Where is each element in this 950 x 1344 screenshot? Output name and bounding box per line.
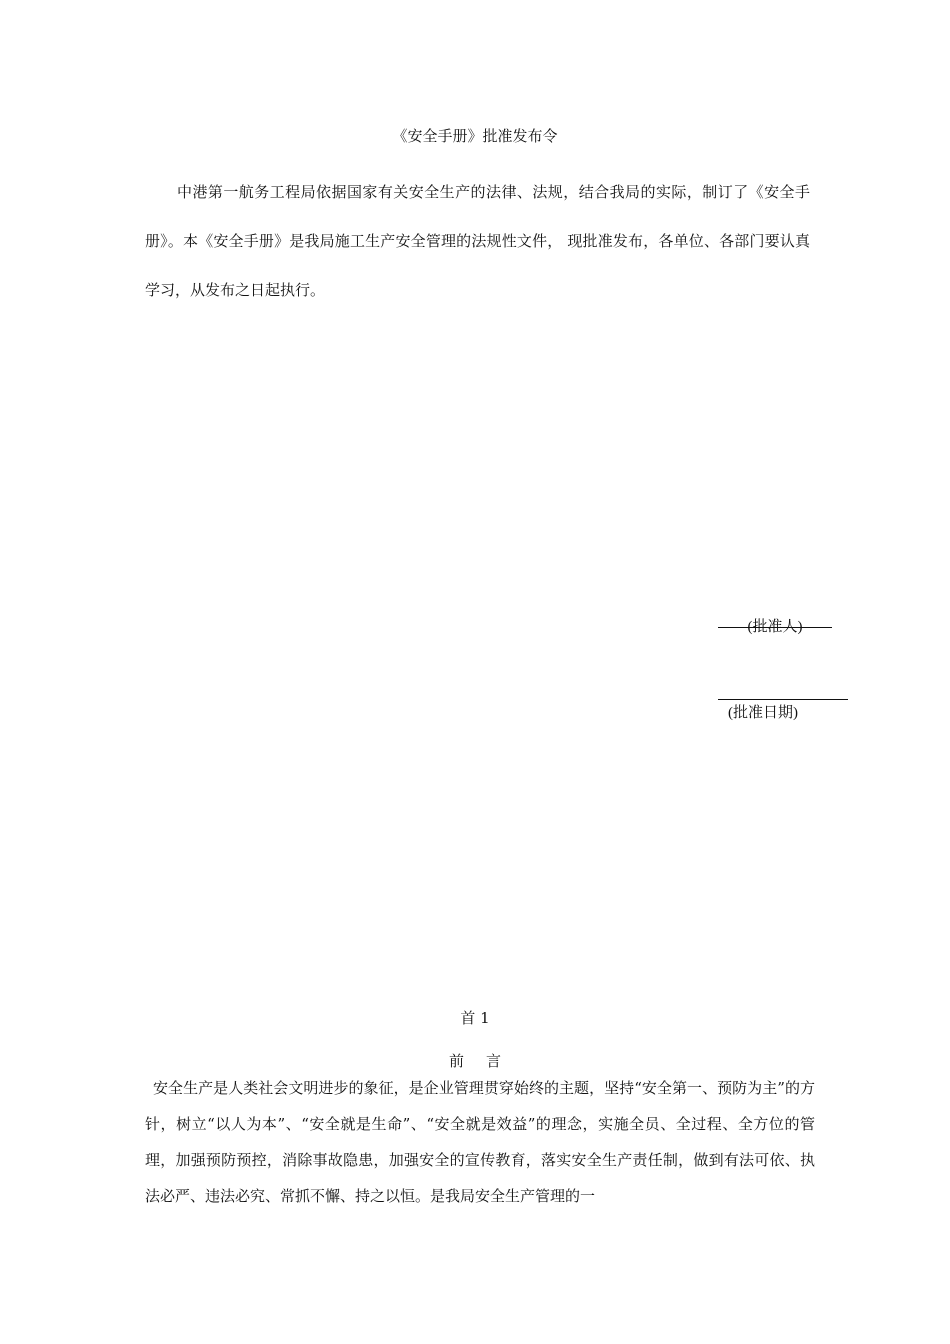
release-order-title: 《安全手册》批准发布令: [392, 127, 558, 145]
preface-title: 前言: [448, 1052, 523, 1070]
approval-date-label: (批准日期): [728, 705, 798, 721]
preface-body: 安全生产是人类社会文明进步的象征，是企业管理贯穿始终的主题，坚持“安全第一、预防为主”的方针，树立“以人为本”、“安全就是生命”、“安全就是效益”的理念，实施全员、全过程、全方位的管理，加强预防预控，消除事故隐患，加强安全的宣传教育，落实安全生产责任制，做到有法可依、执法必严、违法必究、常抓不懈、持之以恒。是我局安全生产管理的一: [145, 1079, 815, 1205]
approver-signature-field: [718, 616, 832, 638]
release-order-body: 中港第一航务工程局依据国家有关安全生产的法律、法规，结合我局的实际，制订了《安全手册》。本《安全手册》是我局施工生产安全管理的法规性文件， 现批准发布，各单位、各部门要认真学习，从发布之日起执行。: [145, 183, 810, 299]
page-number: 首 1: [460, 1009, 490, 1027]
approval-date-line: [718, 699, 848, 700]
approver-label: (批准人): [747, 619, 803, 635]
